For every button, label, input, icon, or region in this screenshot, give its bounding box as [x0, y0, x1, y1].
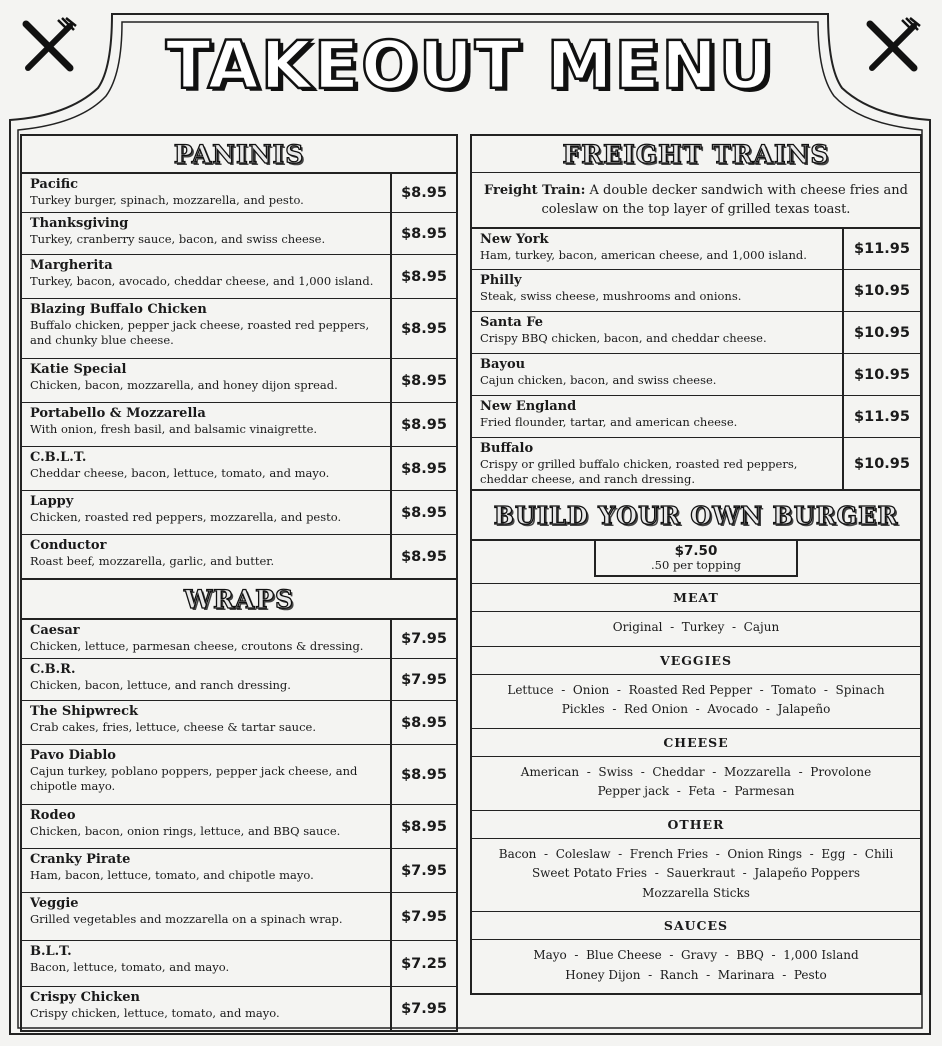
menu-item-price: $8.95 — [401, 460, 447, 477]
menu-item-pacific — [22, 174, 456, 212]
menu-item-desc: Steak, swiss cheese, mushrooms and onions. — [480, 289, 742, 303]
category-option-line: Pickles - Red Onion - Avocado - Jalapeño — [561, 702, 831, 716]
category-options — [472, 757, 920, 811]
menu-item-desc: Ham, bacon, lettuce, tomato, and chipotle mayo. — [30, 868, 314, 882]
menu-item-name: Portabello & Mozzarella — [30, 406, 206, 421]
menu-item-rodeo — [22, 804, 456, 848]
menu-item-name: Crispy Chicken — [30, 990, 141, 1005]
menu-item-desc: Turkey, cranberry sauce, bacon, and swiss cheese. — [30, 232, 326, 246]
category-options — [472, 675, 920, 729]
fork-knife-icon — [18, 16, 78, 76]
category-option-line: Honey Dijon - Ranch - Marinara - Pesto — [565, 967, 827, 982]
menu-item-buffalo — [472, 437, 920, 489]
menu-item-desc: Crispy chicken, lettuce, tomato, and mayo. — [30, 1006, 280, 1020]
menu-item-name: The Shipwreck — [30, 704, 139, 719]
menu-item-philly — [472, 269, 920, 311]
menu-item-text — [22, 745, 392, 804]
menu-item-name: Pavo Diablo — [30, 748, 116, 763]
category-option-line: Pepper jack - Feta - Parmesan — [597, 784, 795, 798]
fork-knife-icon — [862, 16, 922, 76]
menu-item-text — [22, 403, 392, 446]
menu-item-pavo-diablo — [22, 744, 456, 804]
menu-item-name: Pacific — [30, 177, 79, 192]
menu-item-desc: Chicken, lettuce, parmesan cheese, croutons & dressing. — [30, 639, 364, 653]
menu-item-desc: Crispy BBQ chicken, bacon, and cheddar cheese. — [480, 331, 767, 345]
menu-item-text — [22, 213, 392, 254]
menu-item-price: $11.95 — [854, 241, 910, 257]
category-option-line: Lettuce - Onion - Roasted Red Pepper - Tomato - Spinach — [507, 682, 885, 697]
category-option-line: Sweet Potato Fries - Sauerkraut - Jalapeño Poppers — [531, 866, 861, 880]
category-option-line: Mozzarella Sticks — [642, 885, 750, 900]
burger-category-sauces — [472, 912, 920, 993]
menu-item-text — [22, 849, 392, 892]
menu-item-name: Veggie — [30, 896, 79, 911]
menu-item-name: Thanksgiving — [30, 216, 129, 231]
menu-item-text — [22, 805, 392, 848]
menu-item-lappy — [22, 490, 456, 534]
left-column — [20, 134, 458, 1032]
menu-item-name: C.B.R. — [30, 662, 76, 677]
menu-item-name: Conductor — [30, 538, 107, 553]
menu-item-desc: Roast beef, mozzarella, garlic, and butter. — [30, 554, 275, 568]
category-title: MEAT — [472, 584, 920, 612]
menu-item-price: $8.95 — [401, 372, 447, 389]
category-title: VEGGIES — [472, 647, 920, 675]
menu-item-price: $8.95 — [401, 185, 447, 201]
menu-item-price: $7.95 — [401, 1000, 447, 1017]
menu-item-text — [22, 359, 392, 402]
menu-item-desc: Grilled vegetables and mozzarella on a spinach wrap. — [30, 912, 343, 926]
menu-item-text — [22, 447, 392, 490]
menu-item-desc: Crab cakes, fries, lettuce, cheese & tartar sauce. — [30, 720, 316, 734]
menu-item-text — [22, 174, 392, 212]
menu-item-desc: Cajun chicken, bacon, and swiss cheese. — [480, 373, 717, 387]
menu-item-name: New York — [480, 232, 549, 247]
paninis-heading: PANINIS — [20, 134, 458, 172]
category-option-line: Mayo - Blue Cheese - Gravy - BBQ - 1,000 Island — [533, 948, 859, 962]
menu-item-portabello-mozzarella — [22, 402, 456, 446]
menu-item-thanksgiving — [22, 212, 456, 254]
menu-item-caesar — [22, 620, 456, 658]
category-option-line: Bacon - Coleslaw - French Fries - Onion Rings - Egg - Chili — [498, 846, 894, 861]
category-options — [472, 839, 920, 913]
category-options — [472, 940, 920, 993]
menu-item-name: Buffalo — [480, 441, 534, 456]
menu-item-text — [472, 229, 844, 269]
menu-item-santa-fe — [472, 311, 920, 353]
menu-item-text — [22, 893, 392, 940]
category-title: OTHER — [472, 811, 920, 839]
menu-item-text — [472, 312, 844, 353]
freight-list — [470, 227, 922, 491]
burger-category-cheese — [472, 729, 920, 811]
menu-item-c-b-r — [22, 658, 456, 700]
menu-item-text — [22, 701, 392, 744]
menu-item-price: $8.95 — [401, 320, 447, 337]
menu-item-price: $10.95 — [854, 324, 910, 341]
menu-item-veggie — [22, 892, 456, 940]
menu-item-price: $8.95 — [401, 766, 447, 783]
menu-item-desc: Turkey burger, spinach, mozzarella, and pesto. — [30, 193, 304, 207]
menu-item-desc: Buffalo chicken, pepper jack cheese, roasted red peppers, and chunky blue cheese. — [30, 318, 370, 347]
freight-intro-label: Freight Train: — [484, 183, 586, 198]
menu-item-price: $8.95 — [401, 714, 447, 731]
freight-intro-text: A double decker sandwich with cheese fries and coleslaw on the top layer of grilled texas toast. — [541, 183, 908, 217]
menu-item-name: Philly — [480, 273, 522, 288]
menu-item-text — [472, 270, 844, 311]
menu-item-desc: Chicken, bacon, lettuce, and ranch dressing. — [30, 678, 291, 692]
menu-item-desc: With onion, fresh basil, and balsamic vinaigrette. — [30, 422, 318, 436]
menu-item-name: Rodeo — [30, 808, 76, 823]
menu-item-text — [22, 620, 392, 658]
menu-item-price: $8.95 — [401, 416, 447, 433]
category-options — [472, 612, 920, 647]
menu-item-name: B.L.T. — [30, 944, 72, 959]
menu-item-desc: Chicken, bacon, mozzarella, and honey dijon spread. — [30, 378, 338, 392]
burger-categories — [472, 583, 920, 993]
paninis-list — [20, 172, 458, 580]
menu-item-price: $10.95 — [854, 282, 910, 299]
menu-item-name: Cranky Pirate — [30, 852, 131, 867]
menu-item-text — [22, 659, 392, 700]
category-title: SAUCES — [472, 912, 920, 940]
menu-item-cranky-pirate — [22, 848, 456, 892]
menu-item-b-l-t — [22, 940, 456, 986]
burger-price: $7.50 — [674, 543, 718, 559]
menu-item-price: $8.95 — [401, 504, 447, 521]
burger-topping-price: .50 per topping — [651, 558, 741, 572]
menu-item-price: $8.95 — [401, 225, 447, 242]
menu-item-text — [22, 491, 392, 534]
menu-item-c-b-l-t — [22, 446, 456, 490]
menu-item-price: $8.95 — [401, 268, 447, 285]
menu-item-price: $8.95 — [401, 818, 447, 835]
burger-heading: BUILD YOUR OWN BURGER — [470, 491, 922, 539]
burger-category-veggies — [472, 647, 920, 729]
menu-item-text — [22, 255, 392, 298]
menu-item-name: Katie Special — [30, 362, 127, 377]
wraps-list — [20, 618, 458, 1032]
menu-item-desc: Chicken, bacon, onion rings, lettuce, and BBQ sauce. — [30, 824, 341, 838]
menu-item-conductor — [22, 534, 456, 578]
menu-item-name: New England — [480, 399, 577, 414]
category-title: CHEESE — [472, 729, 920, 757]
right-column — [470, 134, 922, 995]
menu-item-margherita — [22, 254, 456, 298]
freight-trains-heading: FREIGHT TRAINS — [470, 134, 922, 172]
menu-item-name: Margherita — [30, 258, 113, 273]
menu-item-price: $11.95 — [854, 408, 910, 425]
menu-item-name: Lappy — [30, 494, 74, 509]
menu-item-price: $10.95 — [854, 366, 910, 383]
burger-category-meat — [472, 584, 920, 647]
menu-item-text — [22, 941, 392, 986]
menu-item-price: $7.95 — [401, 908, 447, 925]
menu-item-name: Bayou — [480, 357, 526, 372]
menu-item-bayou — [472, 353, 920, 395]
menu-item-price: $7.95 — [401, 631, 447, 647]
menu-item-text — [22, 299, 392, 358]
menu-item-name: Caesar — [30, 623, 80, 638]
menu-item-price: $7.25 — [401, 955, 447, 972]
menu-item-price: $7.95 — [401, 862, 447, 879]
menu-item-new-england — [472, 395, 920, 437]
menu-item-text — [472, 354, 844, 395]
menu-item-text — [472, 438, 844, 489]
menu-item-name: Blazing Buffalo Chicken — [30, 302, 207, 317]
menu-item-name: Santa Fe — [480, 315, 544, 330]
category-option-line: American - Swiss - Cheddar - Mozzarella - Provolone — [520, 764, 872, 779]
burger-category-other — [472, 811, 920, 913]
menu-item-desc: Chicken, roasted red peppers, mozzarella, and pesto. — [30, 510, 342, 524]
freight-intro — [470, 172, 922, 227]
menu-item-name: C.B.L.T. — [30, 450, 87, 465]
menu-item-price: $10.95 — [854, 455, 910, 472]
menu-item-desc: Bacon, lettuce, tomato, and mayo. — [30, 960, 230, 974]
menu-item-katie-special — [22, 358, 456, 402]
menu-item-new-york — [472, 229, 920, 269]
menu-item-text — [22, 535, 392, 578]
menu-item-desc: Ham, turkey, bacon, american cheese, and 1,000 island. — [480, 248, 807, 262]
menu-item-price: $7.95 — [401, 671, 447, 688]
menu-item-text — [22, 987, 392, 1030]
menu-item-desc: Cheddar cheese, bacon, lettuce, tomato, and mayo. — [30, 466, 330, 480]
menu-item-blazing-buffalo-chicken — [22, 298, 456, 358]
menu-item-price: $8.95 — [401, 548, 447, 565]
menu-item-desc: Crispy or grilled buffalo chicken, roasted red peppers, cheddar cheese, and ranch dressing. — [480, 457, 798, 486]
menu-item-desc: Fried flounder, tartar, and american cheese. — [480, 415, 738, 429]
menu-item-crispy-chicken — [22, 986, 456, 1030]
category-option-line: Original - Turkey - Cajun — [612, 620, 780, 634]
burger-section — [470, 539, 922, 995]
menu-item-the-shipwreck — [22, 700, 456, 744]
menu-item-text — [472, 396, 844, 437]
menu-item-desc: Turkey, bacon, avocado, cheddar cheese, and 1,000 island. — [30, 274, 374, 288]
page-title: TAKEOUT MENU — [165, 27, 775, 104]
wraps-heading: WRAPS — [20, 580, 458, 618]
menu-item-desc: Cajun turkey, poblano poppers, pepper jack cheese, and chipotle mayo. — [30, 764, 358, 793]
burger-price-box — [594, 541, 798, 577]
